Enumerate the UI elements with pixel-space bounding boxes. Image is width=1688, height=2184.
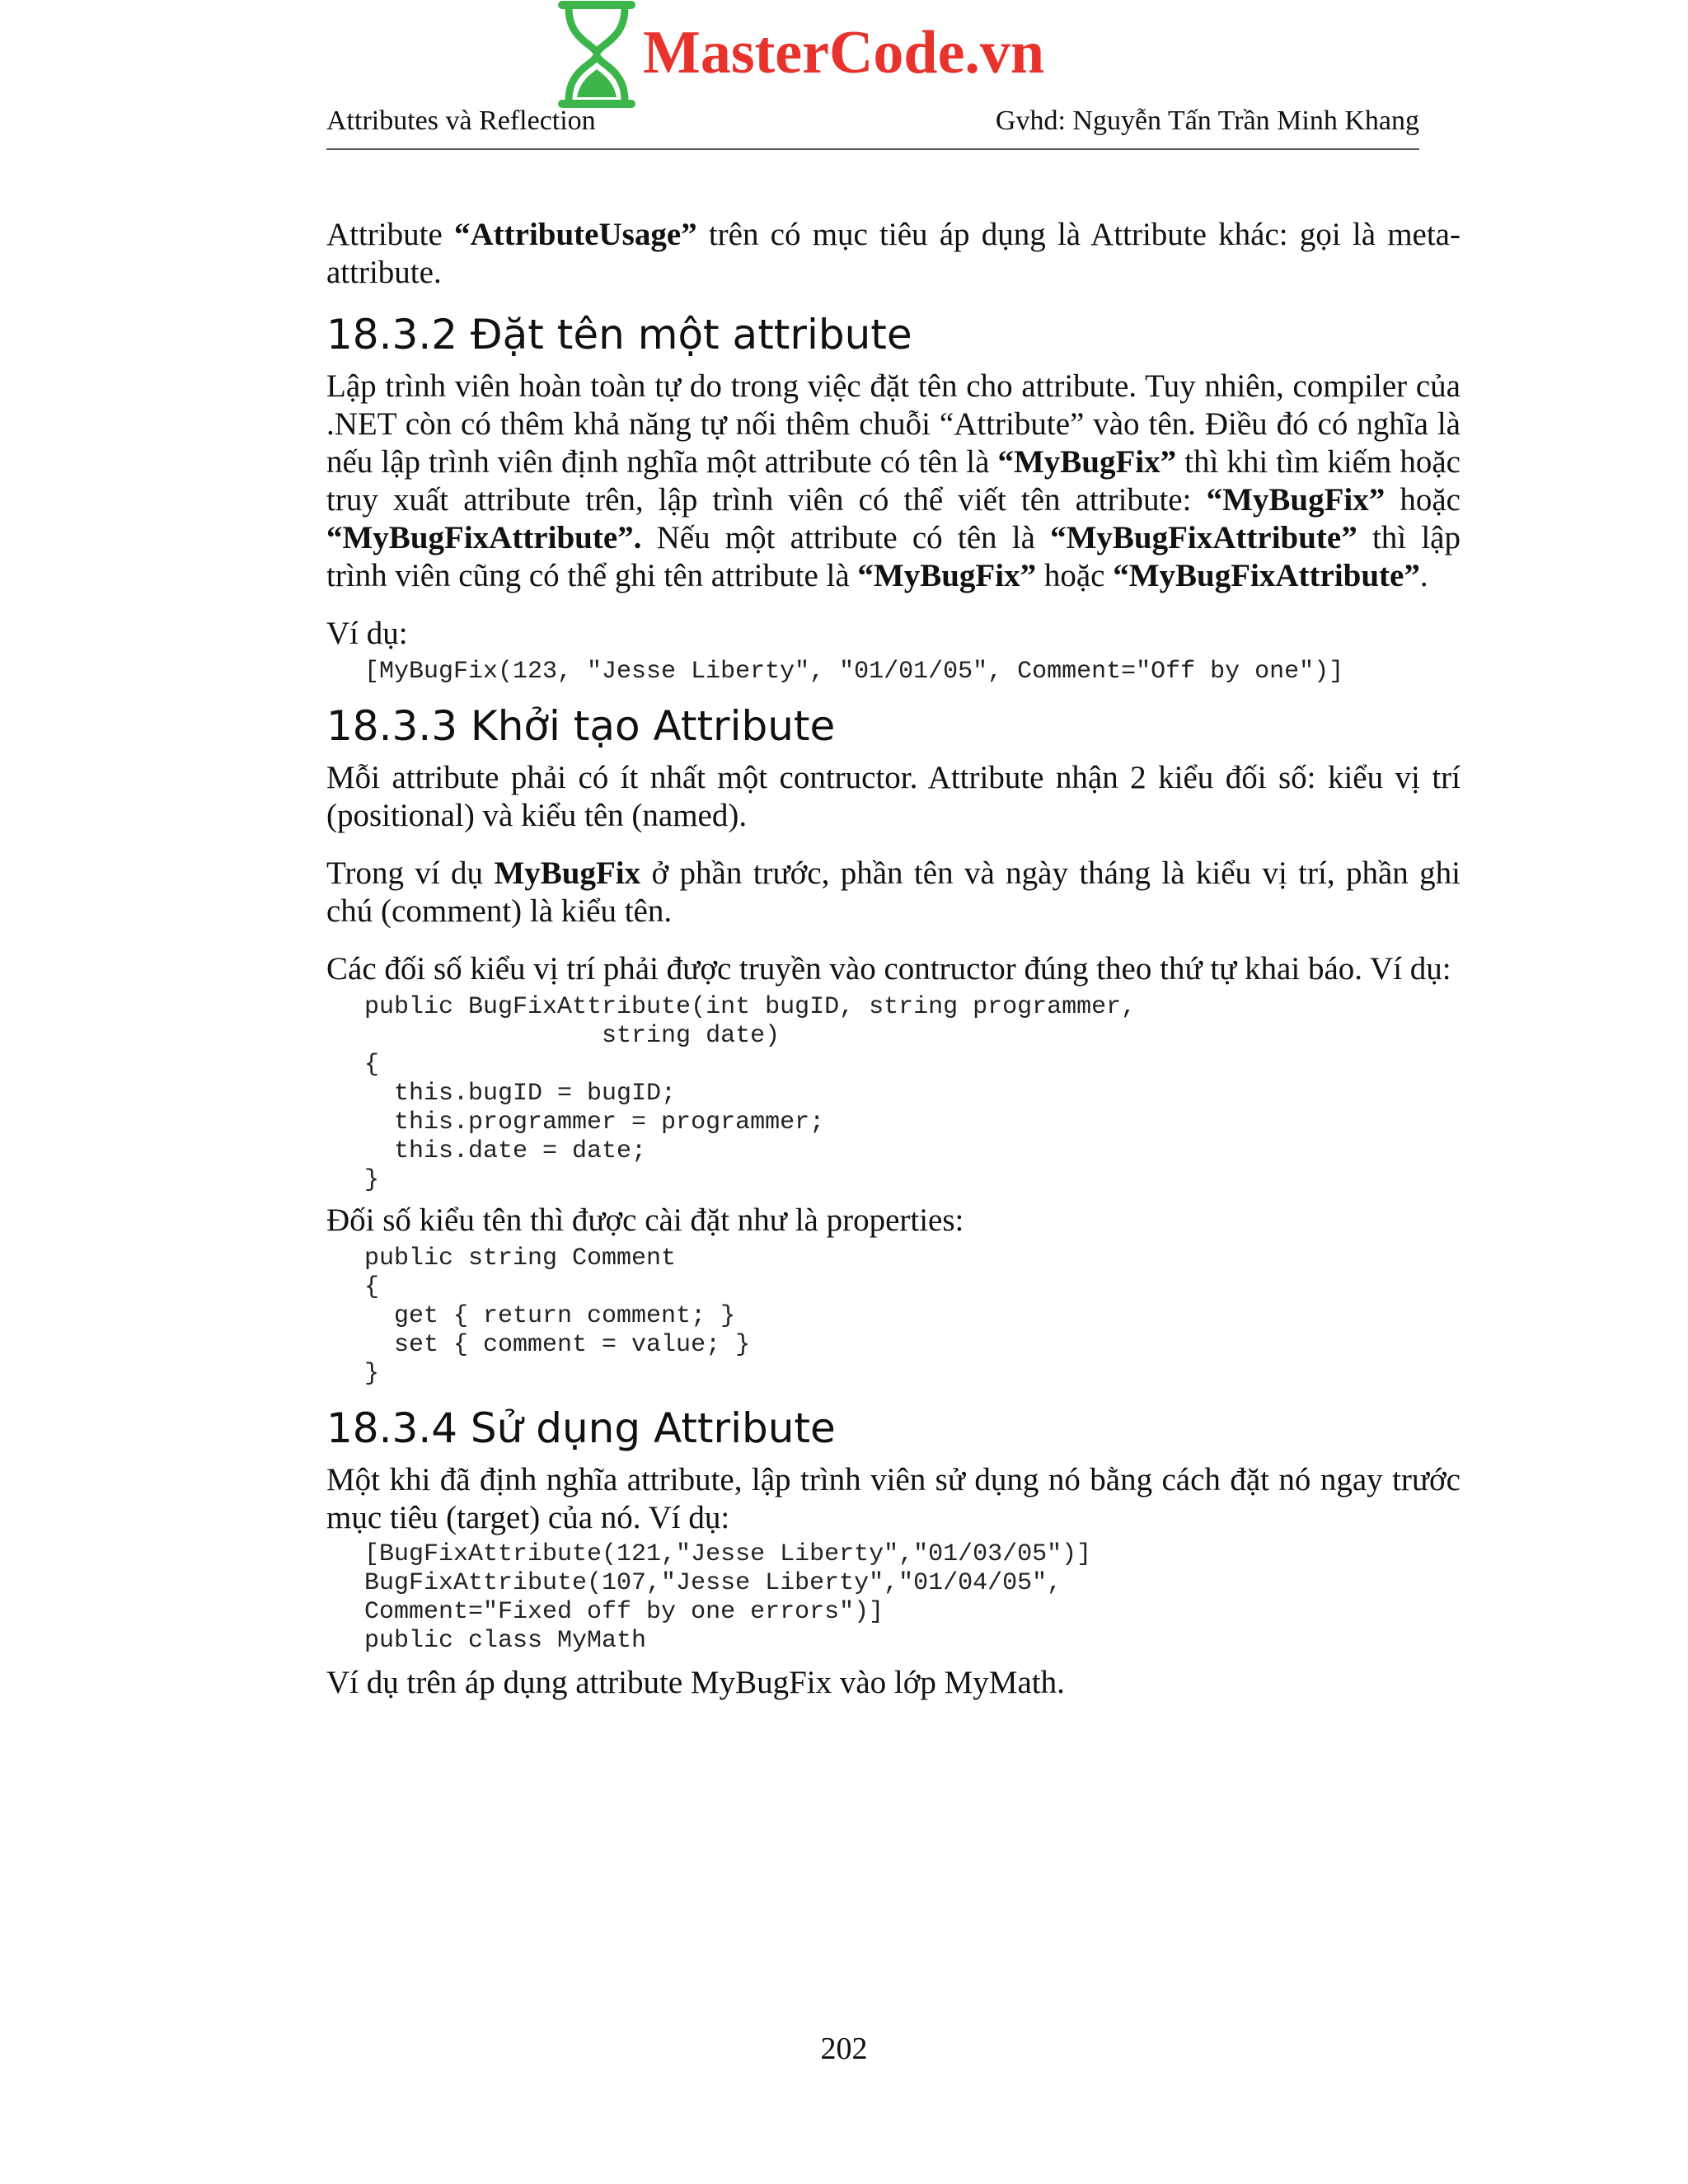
code-block-mybugfix: [MyBugFix(123, "Jesse Liberty", "01/01/05", Comment="Off by one")]: [364, 658, 1344, 686]
header-title: Attributes và Reflection: [326, 105, 596, 136]
text-run: thì khi tìm kiếm hoặc truy xuất attribute trên, lập trình viên có thể viết tên attribute:: [326, 444, 1461, 518]
bold-run: “AttributeUsage”: [454, 217, 697, 252]
text-run: Nếu một attribute có tên là: [641, 520, 1051, 555]
text-run: hoặc: [1036, 558, 1114, 593]
bold-run: “MyBugFix”: [857, 558, 1037, 593]
paragraph-usage-summary: Ví dụ trên áp dụng attribute MyBugFix vào lớp MyMath.: [326, 1665, 1065, 1700]
running-header: [326, 105, 1419, 150]
paragraph-positional-order: Các đối số kiểu vị trí phải được truyền vào contructor đúng theo thứ tự khai báo. Ví dụ:: [326, 951, 1451, 987]
bold-run: “MyBugFix”: [997, 444, 1177, 480]
paragraph-meta-attribute: [326, 216, 1461, 292]
heading-18-3-3: 18.3.3 Khởi tạo Attribute: [326, 702, 836, 750]
code-block-property: public string Comment { get { return comment; } set { comment = value; } }: [364, 1244, 751, 1388]
logo-text: MasterCode.vn: [643, 19, 1045, 87]
bold-run: “MyBugFixAttribute”: [1050, 520, 1357, 555]
text-run: ở phần trước, phần tên và ngày tháng là kiểu vị trí, phần ghi chú (comment) là kiểu tên.: [326, 855, 1461, 929]
main-content: [326, 216, 1461, 1702]
paragraph-named-args: Đối số kiểu tên thì được cài đặt như là properties:: [326, 1202, 964, 1238]
text-run: hoặc: [1385, 482, 1461, 518]
bold-run: MyBugFix: [494, 855, 641, 891]
text-run: thì lập trình viên cũng có thể ghi tên attribute là: [326, 520, 1461, 593]
heading-18-3-4: 18.3.4 Sử dụng Attribute: [326, 1404, 836, 1452]
text-run: trên có mục tiêu áp dụng là Attribute khác: gọi là meta-attribute.: [326, 217, 1461, 290]
page-number: 202: [820, 2032, 868, 2066]
code-block-constructor: public BugFixAttribute(int bugID, string programmer, string date) { this.bugID = bugID; this.programmer = programmer; this.date = date; }: [364, 993, 1137, 1194]
heading-18-3-2: 18.3.2 Đặt tên một attribute: [326, 311, 912, 359]
code-block-usage: [BugFixAttribute(121,"Jesse Liberty","01/03/05")] BugFixAttribute(107,"Jesse Liberty","01/04/05", Comment="Fixed off by one errors")] public class MyMath: [364, 1540, 1092, 1655]
paragraph-naming: [326, 368, 1461, 595]
bold-run: “MyBugFixAttribute”.: [326, 520, 642, 555]
paragraph-constructor: Mỗi attribute phải có ít nhất một contructor. Attribute nhận 2 kiểu đối số: kiểu vị trí (positional) và kiểu tên (named).: [326, 760, 1461, 833]
hourglass-icon: [557, 0, 636, 109]
logo: [557, 0, 1044, 110]
paragraph-example-label: Ví dụ:: [326, 616, 408, 651]
text-run: .: [1419, 558, 1428, 593]
text-run: Attribute: [326, 217, 455, 252]
header-instructor: Gvhd: Nguyễn Tấn Trần Minh Khang: [995, 105, 1419, 136]
paragraph-usage: Một khi đã định nghĩa attribute, lập trình viên sử dụng nó bằng cách đặt nó ngay trước mục tiêu (target) của nó. Ví dụ:: [326, 1462, 1461, 1535]
paragraph-positional: [326, 855, 1461, 930]
bold-run: “MyBugFixAttribute”: [1113, 558, 1420, 593]
text-run: Trong ví dụ: [326, 855, 495, 891]
text-run: Lập trình viên hoàn toàn tự do trong việc đặt tên cho attribute. Tuy nhiên, compiler của .NET còn có thêm khả năng tự nối thêm chuỗi “Attribute” vào tên. Điều đó có nghĩa là nếu lập trình viên định nghĩa một attribute có tên là: [326, 368, 1461, 480]
bold-run: “MyBugFix”: [1206, 482, 1386, 518]
